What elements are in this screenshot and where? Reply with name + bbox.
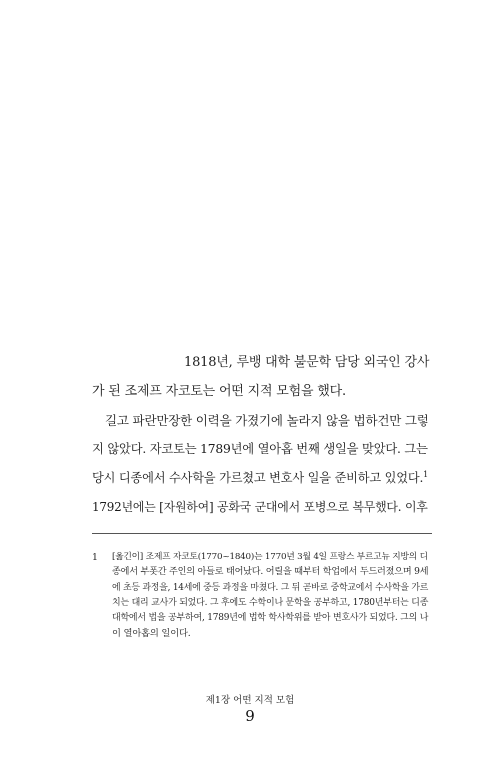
- footnote: [92, 550, 432, 642]
- paragraph-2-line-3-text: 당시 디종에서 수사학을 가르쳤고 변호사 일을 준비하고 있었다.: [92, 471, 424, 485]
- footnote-reference[interactable]: 1: [423, 469, 429, 479]
- footnote-line: 에 초등 과정을, 14세에 중등 과정을 마쳤다. 그 뒤 곧바로 중학교에서 수사학을 가르: [112, 582, 429, 593]
- footnote-body: [112, 550, 432, 642]
- footnote-line: 치는 대리 교사가 되었다. 그 후에도 수학이나 문학을 공부하고, 1780년부터는 디종: [112, 597, 429, 608]
- paragraph-1-line-2: 가 된 조제프 자코토는 어떤 지적 모험을 했다.: [92, 384, 346, 399]
- footnote-line: [옮긴이] 조제프 자코토(1770~1840)는 1770년 3월 4일 프랑스 부르고뉴 지방의 디: [112, 552, 428, 562]
- footnote-line: 이 열아홉의 일이다.: [112, 628, 191, 640]
- footnote-line: 종에서 부폿간 주인의 아들로 태어났다. 어릴을 때부터 학업에서 두드러졌으며 9세: [112, 567, 429, 578]
- footnote-divider: [92, 533, 432, 534]
- page-number: 9: [245, 707, 255, 725]
- paragraph-2-line-1: 길고 파란만장한 이력을 가졌기에 놀라지 않을 법하건만 그렇: [105, 413, 429, 428]
- paragraph-1-line-1: 1818년, 루뱅 대학 불문학 담당 외국인 강사: [184, 355, 430, 370]
- footnote-line: 대학에서 법을 공부하여, 1789년에 법학 학사학위를 받아 변호사가 되었다. 그의 나: [112, 613, 429, 624]
- running-footer: 제1장 어떤 지적 모험: [205, 695, 295, 706]
- paragraph-2-line-3: [92, 464, 432, 493]
- paragraph-2-line-2: 지 않았다. 자코토는 1789년에 열아홉 번째 생일을 맞았다. 그는: [92, 442, 428, 456]
- footnote-number: 1: [92, 552, 98, 563]
- paragraph-2-line-4: 1792년에는 [자원하여] 공화국 군대에서 포병으로 복무했다. 이후: [92, 500, 428, 514]
- main-text: [92, 348, 432, 522]
